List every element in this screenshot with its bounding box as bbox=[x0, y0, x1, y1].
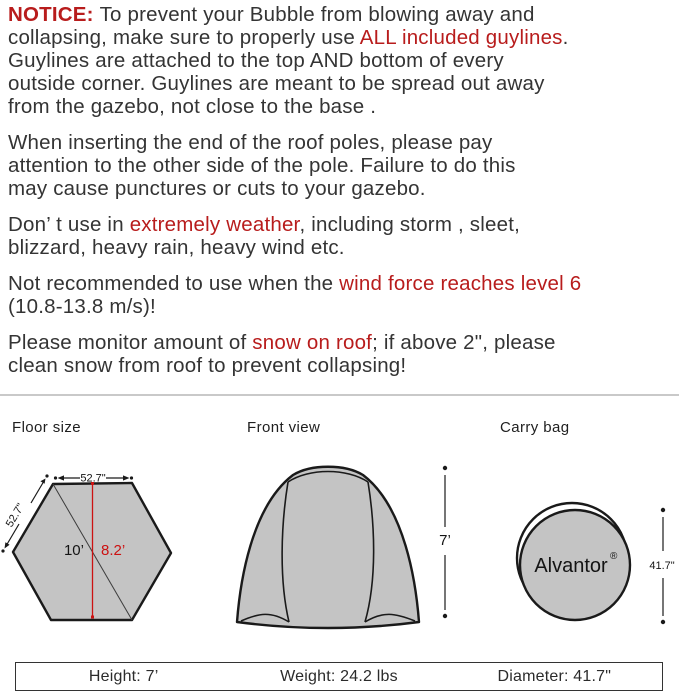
notice-paragraph-wind-force bbox=[8, 272, 673, 318]
tent-height-label: 7’ bbox=[439, 532, 451, 549]
front-view-title: Front view bbox=[247, 419, 321, 436]
front-view-diagram bbox=[225, 455, 460, 640]
body-text: When inserting the end of the roof poles, please pay bbox=[8, 131, 493, 154]
floor-size-title: Floor size bbox=[12, 419, 82, 436]
height-dim-bottom-dot bbox=[443, 614, 447, 618]
section-divider bbox=[0, 394, 679, 396]
top-dim-right-dot bbox=[130, 476, 133, 479]
body-text: blizzard, heavy rain, heavy wind etc. bbox=[8, 236, 345, 259]
body-text: from the gazebo, not close to the base . bbox=[8, 95, 377, 118]
tent-shape bbox=[237, 467, 419, 628]
side-dim-line-upper bbox=[31, 481, 44, 503]
spec-diameter-value: 41.7" bbox=[573, 667, 612, 685]
spec-height-value: 7’ bbox=[145, 667, 159, 685]
top-dim-left-dot bbox=[54, 476, 57, 479]
body-text: clean snow from roof to prevent collapsing! bbox=[8, 354, 407, 377]
body-text: , including storm , sleet, bbox=[299, 213, 520, 236]
body-text: ; if above 2", please bbox=[372, 331, 556, 354]
spec-height-label: Height: bbox=[88, 667, 146, 685]
body-text: Please monitor amount of bbox=[8, 331, 253, 354]
body-text: outside corner. Guylines are meant to be spread out away bbox=[8, 72, 545, 95]
bag-diameter-label: 41.7" bbox=[649, 560, 675, 572]
side-dim-bottom-dot bbox=[1, 549, 4, 552]
red-highlight-text: ALL included guylines bbox=[359, 26, 563, 49]
spec-diameter-label: Diameter: bbox=[497, 667, 574, 685]
body-text: Don’ t use in bbox=[8, 213, 130, 236]
body-text: may cause punctures or cuts to your gazebo. bbox=[8, 177, 426, 200]
red-highlight-text: NOTICE: bbox=[8, 3, 100, 26]
diameter-dim-bottom-dot bbox=[661, 620, 665, 624]
spec-weight-label: Weight: bbox=[280, 667, 341, 685]
body-text: . bbox=[562, 26, 569, 49]
spec-weight-value: 24.2 lbs bbox=[340, 667, 398, 685]
red-highlight-text: snow on roof bbox=[252, 331, 373, 354]
diameter-dim-top-dot bbox=[661, 508, 665, 512]
height-line-bottom-marker bbox=[91, 616, 94, 619]
notice-paragraph-weather bbox=[8, 213, 673, 259]
body-text: attention to the other side of the pole. Failure to do this bbox=[8, 154, 516, 177]
height-dim-top-dot bbox=[443, 466, 447, 470]
top-dim-left-arrow bbox=[58, 475, 65, 480]
body-text: Not recommended to use when the bbox=[8, 272, 340, 295]
bag-brand-label: Alvantor bbox=[534, 555, 608, 577]
red-highlight-text: extremely weather bbox=[129, 213, 300, 236]
spec-cell-diameter bbox=[447, 668, 662, 686]
body-text: collapsing, make sure to properly use bbox=[8, 26, 360, 49]
floor-side-width-label: 52.7" bbox=[3, 501, 28, 530]
notice-paragraph-roof-poles bbox=[8, 131, 673, 200]
floor-top-width-label: 52.7" bbox=[80, 472, 106, 485]
top-dim-right-arrow bbox=[123, 475, 130, 480]
notice-paragraph-snow bbox=[8, 331, 673, 377]
carry-bag-diagram bbox=[460, 455, 679, 655]
bag-reg-mark: ® bbox=[610, 551, 618, 562]
floor-height-label: 8.2’ bbox=[101, 542, 126, 559]
spec-table bbox=[15, 662, 663, 691]
floor-diagonal-label: 10’ bbox=[63, 542, 84, 559]
side-dim-top-dot bbox=[45, 474, 48, 477]
spec-cell-weight bbox=[231, 668, 446, 686]
notice-section bbox=[8, 0, 673, 390]
body-text: Guylines are attached to the top AND bottom of every bbox=[8, 49, 504, 72]
notice-paragraph-guylines bbox=[8, 3, 673, 118]
floor-size-diagram bbox=[0, 455, 200, 640]
spec-cell-height bbox=[16, 668, 231, 686]
carry-bag-title: Carry bag bbox=[500, 419, 570, 436]
body-text: To prevent your Bubble from blowing away and bbox=[99, 3, 535, 26]
body-text: (10.8-13.8 m/s)! bbox=[8, 295, 156, 318]
red-highlight-text: wind force reaches level 6 bbox=[339, 272, 582, 295]
